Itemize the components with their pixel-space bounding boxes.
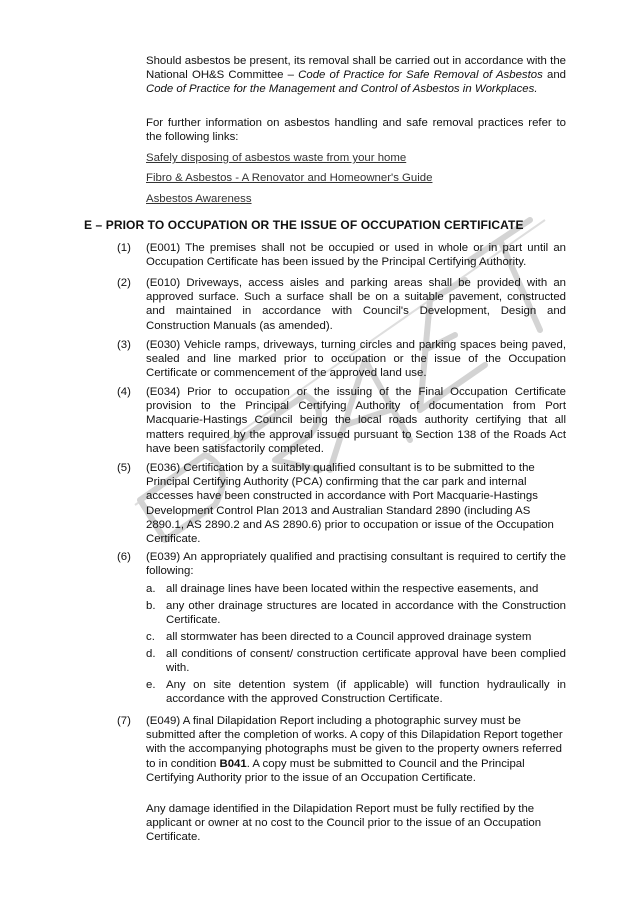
code-of-practice-removal: Code of Practice for Safe Removal of Asbestos [298,69,543,82]
asbestos-text-a: Should asbestos be present, its removal shall be carried out in accordance with the National OH&S Committee – [146,55,566,82]
subitem-letter: d. [146,648,156,660]
condition-e001: (E001) The premises shall not be occupied or used in whole or in part until an Occupation Certificate has been issued by the Principal Certifying Authority. [146,242,566,269]
item-number: (2) [117,277,131,289]
subitem-drainage-structures: any other drainage structures are located in accordance with the Construction Certificate. [166,600,566,627]
asbestos-text-b: and [542,69,567,82]
section-heading: E – PRIOR TO OCCUPATION OR THE ISSUE OF OCCUPATION CERTIFICATE [84,218,524,232]
e049-text-c: . A copy must be submitted to Council and the Principal Certifying Authority prior to the issue of an Occupation Certificate. [146,757,525,784]
subitem-letter: e. [146,679,156,691]
condition-e049 [146,714,566,785]
asbestos-removal-paragraph [146,54,566,97]
subitem-letter: c. [146,631,155,643]
subitem-detention-system: Any on site detention system (if applicable) will function hydraulically in accordance with the approved Construction Certificate. [166,679,566,706]
subitem-stormwater: all stormwater has been directed to a Council approved drainage system [166,631,532,643]
e049-text-a: (E049) A final Dilapidation Report including a photographic survey must be submitted after the completion of works. A copy of this Dilapidation Report together with the accompanying photographs must be given to the property owners referred to in condition [146,715,563,770]
condition-ref-b041: B041 [219,757,247,770]
item-number: (1) [117,242,131,254]
item-number: (6) [117,551,131,563]
condition-e039: (E039) An appropriately qualified and practising consultant is required to certify the following: [146,551,566,578]
subitem-letter: b. [146,600,156,612]
dilapidation-closing-paragraph: Any damage identified in the Dilapidation Report must be fully rectified by the applicant or owner at no cost to the Council prior to the issue of an Occupation Certificate. [146,803,542,844]
subitem-drainage-lines: all drainage lines have been located within the respective easements, and [166,583,539,595]
condition-e036: (E036) Certification by a suitably qualified consultant is to be submitted to the Principal Certifying Authority (PCA) confirming that the car park and internal accesses have been constructed in accordance with Port Macquarie-Hastings Development Control Plan 2013 and Australian Standard 2890 (including AS 2890.1, AS 2890.2 and AS 2890.6) prior to occupation or issue of the Occupation Certificate. [146,462,554,546]
further-info-paragraph: For further information on asbestos handling and safe removal practices refer to the following links: [146,117,566,144]
subitem-letter: a. [146,583,156,595]
condition-e034: (E034) Prior to occupation or the issuing of the Final Occupation Certificate provision to the Principal Certifying Authority of documentation from Port Macquarie-Hastings Council being the local roads authority certifying that all matters required by the approval issued pursuant to Section 138 of the Roads Act have been satisfactorily completed. [146,386,566,455]
link-fibro-asbestos-guide[interactable]: Fibro & Asbestos - A Renovator and Homeowner's Guide [146,172,433,184]
item-number: (3) [117,339,131,351]
item-number: (4) [117,386,131,398]
subitem-conditions-of-consent: all conditions of consent/ construction certificate approval have been complied with. [166,648,566,675]
link-safely-disposing[interactable]: Safely disposing of asbestos waste from your home [146,152,407,164]
condition-e030: (E030) Vehicle ramps, driveways, turning circles and parking spaces being paved, sealed and line marked prior to occupation or the issue of the Occupation Certificate or commencement of the approved land use. [146,339,566,380]
item-number: (5) [117,462,131,474]
item-number: (7) [117,715,131,727]
condition-e010: (E010) Driveways, access aisles and parking areas shall be provided with an approved surface. Such a surface shall be on a suitable pavement, constructed and maintained in accordance with Council's Development, Design and Construction Manuals (as amended). [146,277,566,332]
code-of-practice-management: Code of Practice for the Management and Control of Asbestos in Workplaces. [146,83,538,96]
link-asbestos-awareness[interactable]: Asbestos Awareness [146,193,252,205]
